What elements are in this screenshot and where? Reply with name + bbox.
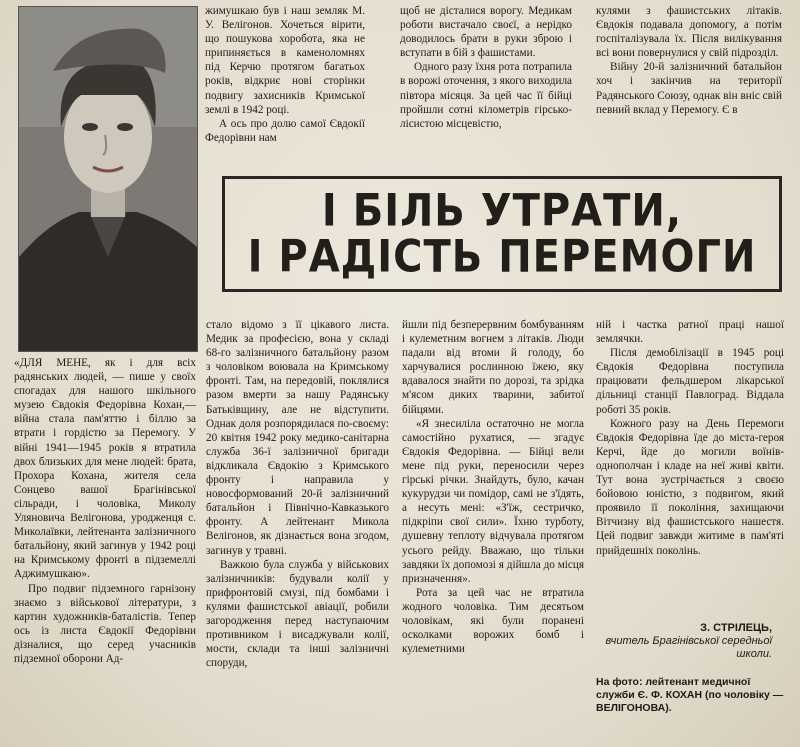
author-signature bbox=[596, 622, 772, 661]
top-column-2 bbox=[400, 4, 572, 131]
column-c bbox=[402, 318, 584, 656]
paragraph: Війну 20-й залізничний батальйон хоч і закінчив на території Радянського Союзу, однак він вніс свій певний вклад у Перемогу. Є в bbox=[596, 61, 782, 116]
paragraph: щоб не дісталися ворогу. Медикам роботи вистачало своєї, а нерідко доводилось брати в руки зброю і вступати в бій з фашистами. bbox=[400, 5, 572, 60]
paragraph: стало відомо з її цікавого листа. Медик за професією, вона у складі 68-го залізничного батальйону разом з чоловіком воювала на Кримському фронті. Там, на передовій, поклялися разом вмерти за нашу Радянську Батьківщину, але не відступити. Однак доля розпорядилася по-своєму: 20 квітня 1942 року медико-санітарна служба 36-ї залізничної бригади відкликала Євдокію з Кримського фронту і направила у новосформований 20-й залізничний батальйон і Північно-Кавказького фронту. А лейтенант Микола Велігонов, як дізнається вона згодом, загинув у травні. bbox=[206, 319, 389, 557]
headline-box bbox=[222, 176, 782, 292]
author-name: З. СТРІЛЕЦЬ, bbox=[700, 622, 772, 634]
paragraph: Одного разу їхня рота потрапила в ворожі оточення, з якого виходила півтора місяця. За цей час її бійці пройшли сотні кілометрів гірсько-лісистою місцевістю, bbox=[400, 61, 572, 130]
portrait-photo bbox=[18, 6, 198, 352]
paragraph: Після демобілізації в 1945 році Євдокія Федорівна поступила працювати фельдшером лікарської дільниці станції Павлоград. Віддала роботі 35 років. bbox=[596, 347, 784, 416]
headline-line-2: І РАДІСТЬ ПЕРЕМОГИ bbox=[247, 231, 757, 283]
paragraph: «Я знесиліла остаточно не могла самостійно рухатися, — згадує Євдокія Федорівна. — Бійці вели мене під руки, переносили через гірські річки. Знайдуть, було, качан кукурудзи чи помідор, самі не з'їдять, а несуть мені: «З'їж, сестричко, підкріпи свої сили». Їхню турботу, душевну теплоту відчувала протягом усього рейду. Вважаю, що тільки завдяки їх допомозі я дійшла до місця призначення». bbox=[402, 417, 584, 585]
paragraph: ній і частка ратної праці нашої землячки. bbox=[596, 319, 784, 346]
paragraph: кулями з фашистських літаків. Євдокія подавала допомогу, а потім госпіталізувала їх. Після вилікування всі вони повернулися у свій підрозділ. bbox=[596, 5, 782, 60]
paragraph: Рота за цей час не втратила жодного чоловіка. Тим десятьом чоловікам, які були поранені осколками ворожих бомб і кулеметними bbox=[402, 586, 584, 656]
paragraph: Важкою була служба у військових залізничників: будували колії у прифронтовій смузі, під бомбами і кулями фашистської авіації, робили загородження перед наступаючим противником і висаджували колії, мости, склади та інші залізничні споруди, bbox=[206, 558, 389, 670]
top-column-3 bbox=[596, 4, 782, 117]
left-column bbox=[14, 356, 196, 666]
photo-caption: На фото: лейтенант медичної служби Є. Ф. КОХАН (по чоловіку — ВЕЛІГОНОВА). bbox=[596, 676, 784, 714]
paragraph: Про подвиг підземного гарнізону знаємо з військової літератури, з картин художників-баталістів. Тепер ось із листа Євдокії Федорівни дізналися, що серед учасників підземної оборони Ад- bbox=[14, 582, 196, 665]
top-column-1 bbox=[205, 4, 365, 145]
paragraph: йшли під безперервним бомбуванням і кулеметним вогнем з літаків. Люди падали від втоми й голоду, бо харчувалися рослинною їжею, яку вдавалося знайти по дорозі, та зрідка м'ясом диких тварини, забитої бійцями. bbox=[402, 319, 584, 416]
paragraph: жимушкаю був і наш земляк М. У. Велігонов. Хочеться вірити, що пошукова хоробота, яка не припиняється в каменоломнях під Керчю протягом багатьох років, відкриє нові сторінки подвигу захисників Кримської землі в 1942 році. bbox=[205, 5, 365, 116]
paragraph: А ось про долю самої Євдокії Федорівни нам bbox=[205, 117, 365, 144]
portrait-image bbox=[19, 7, 197, 351]
column-b bbox=[206, 318, 389, 670]
column-d bbox=[596, 318, 784, 558]
paragraph: Кожного разу на День Перемоги Євдокія Федорівна їде до міста-героя Керчі, йде до могили воїнів-однополчан і кладе на неї живі квіти. Тут вона зустрічається з своєю бойовою юністю, з подвигом, який проявило її покоління, захищаючи Вітчизну від фашистського нашестя. Цей подвиг завжди житиме в пам'яті прийдешніх поколінь. bbox=[596, 417, 784, 557]
headline-line-1: І БІЛЬ УТРАТИ, bbox=[321, 185, 683, 237]
author-title: вчитель Брагінівської середньої школи. bbox=[605, 635, 772, 660]
paragraph: «ДЛЯ МЕНЕ, як і для всіх радянських людей, — пише у своїх спогадах для нашого шкільного музею Євдокія Федорівна Кохан,— війна стала пам'яттю і біллю за втрати і гордістю за Перемогу. У війні 1941—1945 років я втратила двох близьких для мене людей: брата, Прохора Кохана, жителя села Сонцево вашої Брагінівської сільради, і чоловіка, Миколу Уляновича Велігонова, уродженця с. Миколаївки, лейтенанта залізничного батальйону, який загинув у 1942 році на Кримському фронті в підземеллі Аджимушкаю». bbox=[14, 357, 196, 581]
